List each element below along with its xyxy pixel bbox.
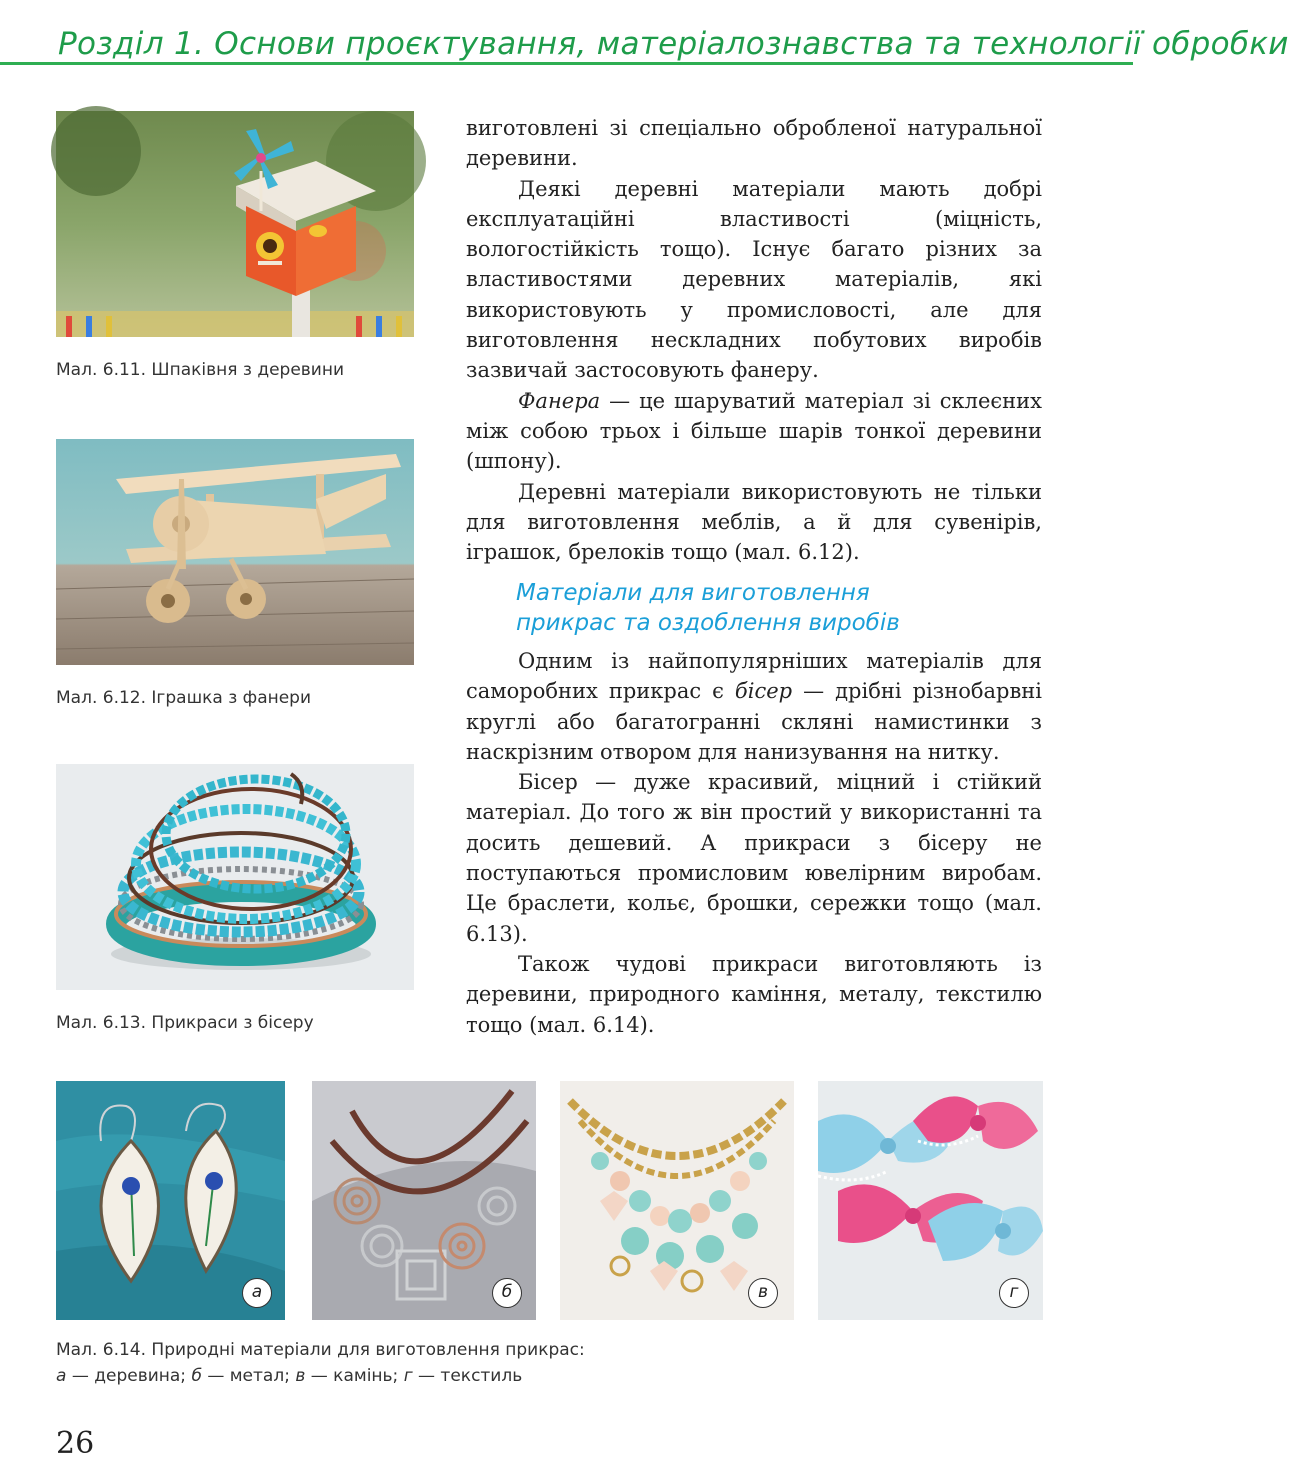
plywood-definition-text: — це шаруватий матеріал зі склеєних між собою трьох і більше шарів тонкої деревини (шпону). (466, 388, 1042, 474)
paragraph-wood-properties: Деякі деревні матеріали мають добрі експлуатаційні властивості (міцність, вологостійкість тощо). Існує багато різних за властивостями деревних матеріалів, які використовують у промисловості, але для виготовлення нескладних побутових виробів зазвичай застосовують фанеру. (466, 176, 1042, 383)
legend-letter-a: а (56, 1366, 67, 1386)
chapter-header: Розділ 1. Основи проєктування, матеріалознавства та технології обробки (58, 26, 1289, 62)
figure-6-11-caption: Мал. 6.11. Шпаківня з деревини (56, 360, 345, 380)
body-text-upper (466, 113, 1042, 567)
legend-text-a: — деревина; (66, 1366, 192, 1386)
paragraph-beads-intro (466, 646, 1042, 767)
legend-letter-v: в (295, 1366, 306, 1386)
figure-label-b: б (492, 1278, 522, 1308)
page-number: 26 (56, 1426, 95, 1461)
figure-6-12-caption: Мал. 6.12. Іграшка з фанери (56, 688, 312, 708)
plywood-airplane-photo (56, 439, 414, 665)
paragraph-beads-qualities: Бісер — дуже красивий, міцний і стійкий матеріал. До того ж він простий у використанні та досить дешевий. А прикраси з бісеру не поступаються промисловим ювелірним виробам. Це браслети, кольє, брошки, сережки тощо (мал. 6.13). (466, 770, 1042, 946)
legend-text-b: — метал; (201, 1366, 296, 1386)
paragraph-continuation: виготовлені зі спеціально обробленої натуральної деревини. (466, 116, 1042, 171)
legend-text-v: — камінь; (305, 1366, 404, 1386)
beaded-bracelets-photo (56, 764, 414, 990)
section-heading-line1: Матеріали для виготовлення (516, 580, 870, 606)
paragraph-other-materials: Також чудові прикраси виготовляють із деревини, природного каміння, металу, текстилю тощо (мал. 6.14). (466, 951, 1042, 1037)
legend-letter-h: г (403, 1366, 413, 1386)
paragraph-plywood-definition (466, 386, 1042, 477)
figure-label-v: в (748, 1278, 778, 1308)
figure-6-14-caption-line2 (56, 1363, 956, 1389)
figure-6-14-caption (56, 1337, 956, 1389)
beads-intro-text: Одним із найпопулярніших матеріалів для саморобних прикрас є (466, 649, 1042, 704)
term-beads: бісер (734, 679, 793, 704)
figure-label-a: а (242, 1278, 272, 1308)
figure-6-13-caption: Мал. 6.13. Прикраси з бісеру (56, 1013, 314, 1033)
figure-label-h: г (999, 1278, 1029, 1308)
header-rule (0, 62, 1133, 65)
paragraph-wood-uses: Деревні матеріали використовують не тільки для виготовлення меблів, а й для сувенірів, іграшок, брелоків тощо (мал. 6.12). (466, 479, 1042, 565)
birdhouse-photo (56, 111, 414, 337)
metal-necklace-photo (312, 1081, 536, 1320)
beads-definition-text: — дрібні різнобарвні круглі або багатогранні скляні намистинки з наскрізним отвором для нанизування на нитку. (466, 679, 1042, 764)
section-heading (516, 578, 1036, 638)
wooden-earrings-photo (56, 1081, 285, 1320)
body-text-lower (466, 646, 1042, 1040)
section-heading-line2: прикрас та оздоблення виробів (516, 610, 900, 636)
figure-6-14-caption-line1: Мал. 6.14. Природні матеріали для виготовлення прикрас: (56, 1340, 585, 1360)
legend-text-h: — текстиль (412, 1366, 523, 1386)
stone-necklace-photo (560, 1081, 794, 1320)
term-plywood: Фанера (518, 388, 601, 413)
legend-letter-b: б (191, 1366, 202, 1386)
textile-bows-photo (818, 1081, 1043, 1320)
